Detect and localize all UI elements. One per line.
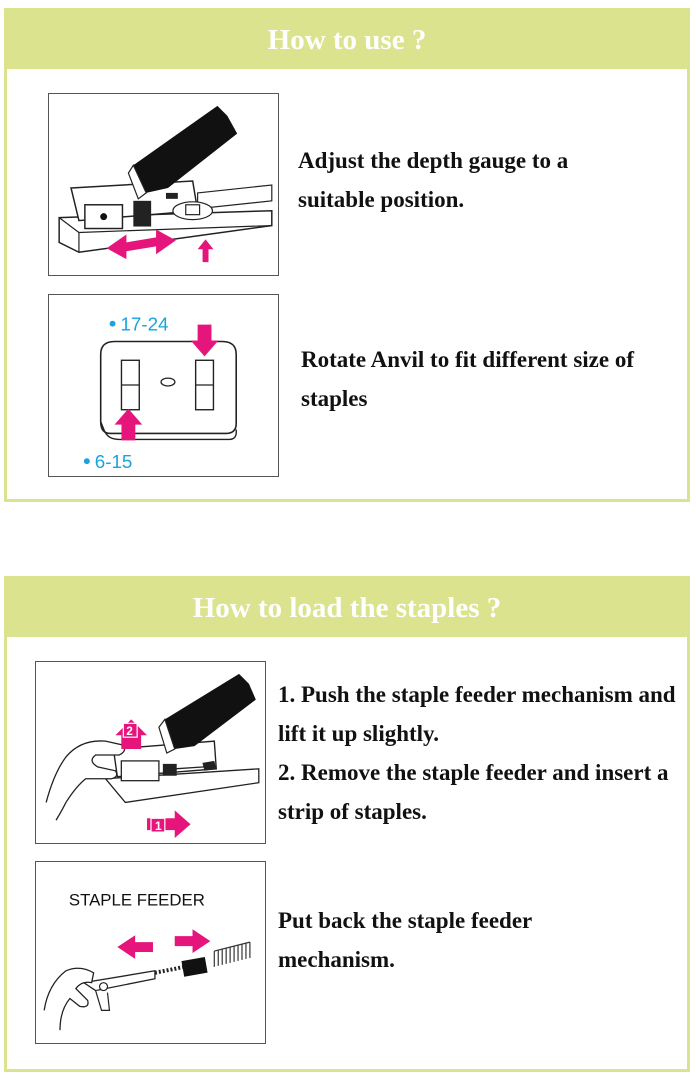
anvil-illustration (48, 294, 279, 477)
how-to-use-header (7, 11, 687, 69)
staple-feeder-illustration (35, 861, 266, 1044)
marker-2: 2 (126, 724, 133, 739)
how-to-use-title: How to use ? (267, 24, 427, 56)
step-push-feeder-text: 1. Push the staple feeder mechanism and lift it up slightly. 2. Remove the staple feeder and insert a strip of staples. (278, 682, 676, 824)
depth-gauge-illustration (48, 93, 279, 276)
anvil-label-6-15: 6-15 (94, 451, 133, 473)
how-to-load-section (4, 576, 690, 1072)
how-to-use-section (4, 8, 690, 502)
step-put-back-feeder-text: Put back the staple feeder mechanism. (278, 908, 532, 972)
how-to-load-title: How to load the staples ? (192, 592, 502, 624)
step-adjust-depth-text: Adjust the depth gauge to a suitable position. (298, 148, 569, 212)
step-rotate-anvil-text: Rotate Anvil to fit different size of staples (301, 347, 634, 411)
how-to-load-header (7, 579, 687, 637)
marker-1: 1 (154, 819, 162, 834)
push-feeder-illustration (35, 661, 266, 844)
anvil-label-17-24: 17-24 (120, 313, 169, 335)
staple-feeder-caption: STAPLE FEEDER (68, 890, 205, 910)
